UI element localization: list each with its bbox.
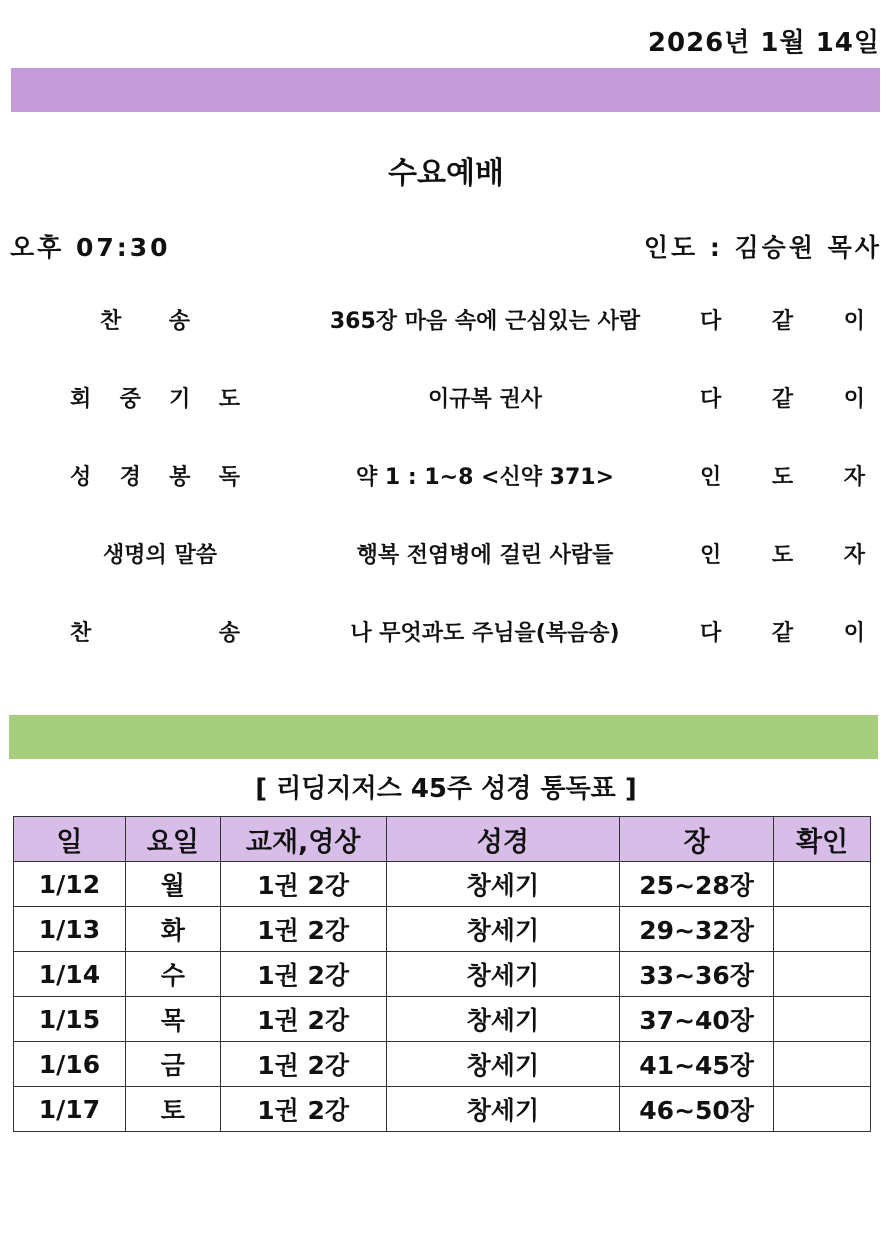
cell-book: 창세기 xyxy=(386,952,620,997)
order-item-char: 회 xyxy=(70,387,92,412)
cell-lesson: 1권 2강 xyxy=(220,1042,386,1087)
cell-day: 1/17 xyxy=(14,1087,126,1132)
cell-book: 창세기 xyxy=(386,997,620,1042)
order-content: 이규복 권사 xyxy=(428,387,542,412)
cell-weekday: 목 xyxy=(125,997,220,1042)
service-time: 오후 07:30 xyxy=(10,233,171,262)
order-participant-char: 다 xyxy=(700,309,722,334)
order-participant-char: 이 xyxy=(843,621,865,646)
order-item-char: 송 xyxy=(218,621,240,646)
order-item xyxy=(70,460,240,491)
order-item-char: 성 xyxy=(70,465,92,490)
cell-chapters: 46~50장 xyxy=(620,1087,774,1132)
cell-check[interactable] xyxy=(774,952,871,997)
order-item-char: 찬 xyxy=(100,309,122,334)
order-row xyxy=(0,538,892,572)
cell-day: 1/16 xyxy=(14,1042,126,1087)
order-item-char: 송 xyxy=(168,309,190,334)
order-participant-char: 같 xyxy=(771,621,794,646)
cell-weekday: 월 xyxy=(125,862,220,907)
order-content: 약 1 : 1~8 <신약 371> xyxy=(356,465,614,490)
cell-check[interactable] xyxy=(774,1087,871,1132)
order-participant xyxy=(700,538,865,569)
cell-book: 창세기 xyxy=(386,1042,620,1087)
column-header-check: 확인 xyxy=(774,817,871,862)
order-item xyxy=(70,382,240,413)
cell-chapters: 25~28장 xyxy=(620,862,774,907)
column-header-day: 일 xyxy=(14,817,126,862)
order-item-char: 중 xyxy=(119,387,141,412)
column-header-book: 성경 xyxy=(386,817,620,862)
order-row xyxy=(0,382,892,416)
order-participant xyxy=(700,460,865,491)
cell-lesson: 1권 2강 xyxy=(220,862,386,907)
order-participant-char: 다 xyxy=(700,387,722,412)
cell-day: 1/13 xyxy=(14,907,126,952)
table-row xyxy=(14,907,871,952)
order-participant-char: 같 xyxy=(771,309,794,334)
order-participant-char: 도 xyxy=(771,543,794,568)
cell-book: 창세기 xyxy=(386,862,620,907)
table-row xyxy=(14,862,871,907)
order-row xyxy=(0,460,892,494)
order-item-char: 봉 xyxy=(169,465,191,490)
table-row xyxy=(14,952,871,997)
order-item-char: 찬 xyxy=(70,621,92,646)
order-content: 행복 전염병에 걸린 사람들 xyxy=(356,543,614,568)
order-item xyxy=(70,616,240,647)
order-participant-char: 자 xyxy=(843,465,865,490)
table-header-row xyxy=(14,817,871,862)
order-row xyxy=(0,616,892,650)
order-item-char: 도 xyxy=(218,387,240,412)
order-participant xyxy=(700,304,865,335)
column-header-weekday: 요일 xyxy=(125,817,220,862)
cell-chapters: 29~32장 xyxy=(620,907,774,952)
cell-lesson: 1권 2강 xyxy=(220,1087,386,1132)
order-participant-char: 이 xyxy=(843,387,865,412)
cell-lesson: 1권 2강 xyxy=(220,997,386,1042)
cell-check[interactable] xyxy=(774,997,871,1042)
order-participant-char: 인 xyxy=(700,465,722,490)
order-content: 나 무엇과도 주님을(복음송) xyxy=(350,621,620,646)
green-divider-bar xyxy=(9,715,878,759)
bulletin-date: 2026년 1월 14일 xyxy=(647,28,880,58)
table-row xyxy=(14,1087,871,1132)
cell-check[interactable] xyxy=(774,1042,871,1087)
order-item: 생명의 말씀 xyxy=(103,543,217,568)
cell-book: 창세기 xyxy=(386,1087,620,1132)
cell-day: 1/15 xyxy=(14,997,126,1042)
service-leader: 인도 : 김승원 목사 xyxy=(643,233,882,262)
order-participant-char: 다 xyxy=(700,621,722,646)
order-participant-char: 이 xyxy=(843,309,865,334)
cell-weekday: 수 xyxy=(125,952,220,997)
reading-plan-table xyxy=(13,816,871,1132)
order-row xyxy=(0,304,892,338)
order-content: 365장 마음 속에 근심있는 사람 xyxy=(329,309,641,334)
purple-divider-bar xyxy=(11,68,880,112)
order-participant-char: 자 xyxy=(843,543,865,568)
order-item-char: 기 xyxy=(169,387,191,412)
order-participant-char: 같 xyxy=(771,387,794,412)
table-row xyxy=(14,997,871,1042)
cell-day: 1/12 xyxy=(14,862,126,907)
cell-check[interactable] xyxy=(774,907,871,952)
order-item xyxy=(100,304,190,335)
order-item-char: 경 xyxy=(119,465,141,490)
cell-day: 1/14 xyxy=(14,952,126,997)
table-row xyxy=(14,1042,871,1087)
column-header-lesson: 교재,영상 xyxy=(220,817,386,862)
cell-weekday: 금 xyxy=(125,1042,220,1087)
cell-chapters: 37~40장 xyxy=(620,997,774,1042)
order-item-char: 독 xyxy=(218,465,240,490)
service-title: 수요예배 xyxy=(388,156,504,191)
order-participant xyxy=(700,382,865,413)
cell-weekday: 토 xyxy=(125,1087,220,1132)
reading-plan-title: [ 리딩지저스 45주 성경 통독표 ] xyxy=(255,774,637,804)
cell-chapters: 41~45장 xyxy=(620,1042,774,1087)
cell-weekday: 화 xyxy=(125,907,220,952)
cell-lesson: 1권 2강 xyxy=(220,952,386,997)
order-participant-char: 인 xyxy=(700,543,722,568)
cell-check[interactable] xyxy=(774,862,871,907)
order-participant xyxy=(700,616,865,647)
order-participant-char: 도 xyxy=(771,465,794,490)
cell-chapters: 33~36장 xyxy=(620,952,774,997)
column-header-chapters: 장 xyxy=(620,817,774,862)
cell-lesson: 1권 2강 xyxy=(220,907,386,952)
cell-book: 창세기 xyxy=(386,907,620,952)
